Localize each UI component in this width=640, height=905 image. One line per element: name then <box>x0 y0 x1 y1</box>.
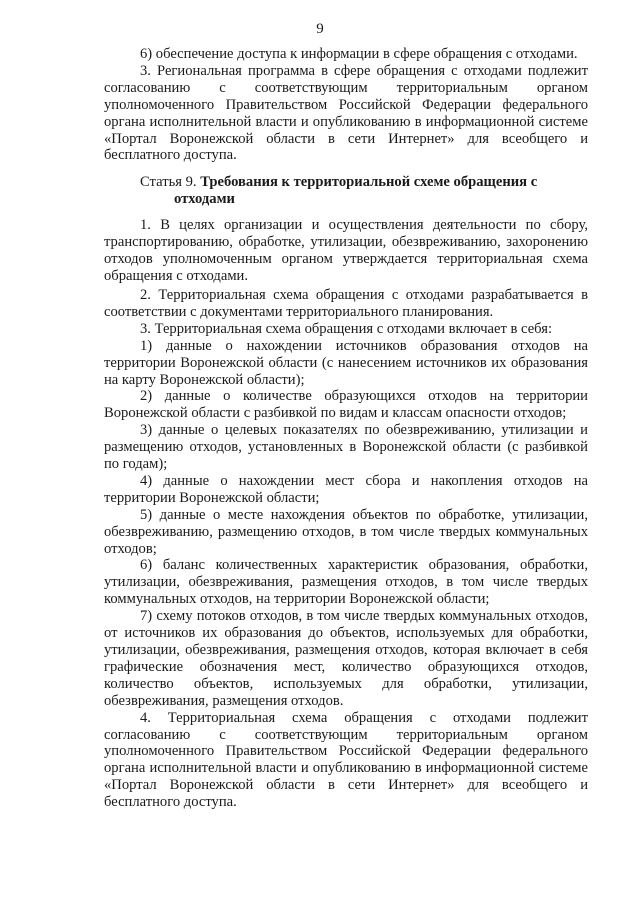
paragraph-top-1: 6) обеспечение доступа к информации в сфере обращения с отходами. <box>140 46 578 62</box>
list-item-2: 2) данные о количестве образующихся отходов на территории Воронежской области с разбивкой по видам и классам опасности отходов; <box>104 388 588 422</box>
list-item-3: 3) данные о целевых показателях по обезвреживанию, утилизации и размещению отходов, установленных в Воронежской области (с разбивкой по годам); <box>104 422 588 473</box>
paragraph-1: 1. В целях организации и осуществления деятельности по сбору, транспортированию, обработке, утилизации, обезвреживанию, захоронению отходов уполномоченным органом утверждается территориальная схема обращения с отходами. <box>104 217 588 285</box>
list-item-1: 1) данные о нахождении источников образования отходов на территории Воронежской области (с нанесением источников их образования на карту Воронежской области); <box>104 337 588 388</box>
document-body <box>104 46 588 811</box>
list-item-6: 6) баланс количественных характеристик образования, обработки, утилизации, обезвреживания, размещения отходов, в том числе твердых коммунальных отходов, на территории Воронежской области; <box>104 557 588 608</box>
article-title-line1: Требования к территориальной схеме обращения с <box>200 174 538 191</box>
list-item-5: 5) данные о месте нахождения объектов по обработке, утилизации, обезвреживанию, размещению отходов, в том числе твердых коммунальных отходов; <box>104 506 588 557</box>
page-number: 9 <box>316 21 324 37</box>
article-heading <box>104 174 588 208</box>
paragraph-2: 2. Территориальная схема обращения с отходами разрабатывается в соответствии с документами территориального планирования. <box>104 286 588 320</box>
list-item-7: 7) схему потоков отходов, в том числе твердых коммунальных отходов, от источников их образования до объектов, используемых для обработки, утилизации, обезвреживания, размещения отходов, которая включает в себя графические обозначения мест, количество образующихся отходов, количество объектов, используемых для обработки, утилизации, обезвреживания, размещения отходов. <box>104 608 588 709</box>
article-label: Статья 9. <box>140 174 197 191</box>
list-item-4: 4) данные о нахождении мест сбора и накопления отходов на территории Воронежской области; <box>104 472 588 506</box>
paragraph-4: 4. Территориальная схема обращения с отходами подлежит согласованию с соответствующим территориальным органом уполномоченного Правительством Российской Федерации федерального органа исполнительной власти и опубликованию в информационной системе «Портал Воронежской области в сети Интернет» для всеобщего и бесплатного доступа. <box>104 709 588 811</box>
paragraph-3: 3. Территориальная схема обращения с отходами включает в себя: <box>140 320 553 337</box>
article-title-line2: отходами <box>174 191 235 208</box>
paragraph-top-2: 3. Региональная программа в сфере обращения с отходами подлежит согласованию с соответствующим территориальным органом уполномоченного Правительством Российской Федерации федерального органа исполнительной власти и опубликованию в информационной системе «Портал Воронежской области в сети Интернет» для всеобщего и бесплатного доступа. <box>104 62 588 164</box>
